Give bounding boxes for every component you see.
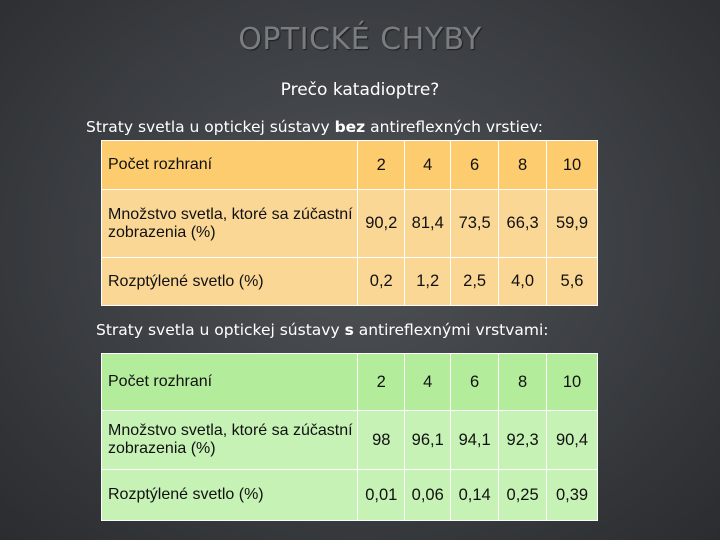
cell-value: 0,25 <box>499 470 547 521</box>
cell-value: 66,3 <box>499 190 547 258</box>
table-row <box>102 141 598 190</box>
cell-value: 2 <box>358 141 405 190</box>
table-row <box>102 354 598 411</box>
cell-value: 4 <box>405 354 451 411</box>
table-row <box>102 190 598 258</box>
cell-value: 6 <box>451 141 499 190</box>
caption-text: antireflexnými vrstvami: <box>353 321 549 339</box>
cell-value: 0,14 <box>451 470 499 521</box>
cell-value: 59,9 <box>547 190 598 258</box>
cell-value: 0,06 <box>405 470 451 521</box>
table-row <box>102 258 598 306</box>
slide-subtitle: Prečo katadioptre? <box>280 80 440 100</box>
cell-value: 5,6 <box>547 258 598 306</box>
cell-value: 4,0 <box>499 258 547 306</box>
caption-with-coating <box>96 321 549 339</box>
row-label: Rozptýlené svetlo (%) <box>102 258 358 306</box>
row-label: Rozptýlené svetlo (%) <box>102 470 358 521</box>
caption-text: antireflexných vrstiev: <box>365 118 543 136</box>
cell-value: 1,2 <box>405 258 451 306</box>
table-row <box>102 470 598 521</box>
caption-emphasis: bez <box>334 118 366 136</box>
row-label: Množstvo svetla, ktoré sa zúčastní zobrazenia (%) <box>102 190 358 258</box>
cell-value: 94,1 <box>451 411 499 470</box>
caption-without-coating <box>86 118 543 136</box>
cell-value: 2,5 <box>451 258 499 306</box>
cell-value: 0,01 <box>358 470 405 521</box>
cell-value: 96,1 <box>405 411 451 470</box>
cell-value: 0,2 <box>358 258 405 306</box>
cell-value: 0,39 <box>547 470 598 521</box>
cell-value: 10 <box>547 141 598 190</box>
slide-title: OPTICKÉ CHYBY <box>238 22 482 57</box>
row-label: Počet rozhraní <box>102 141 358 190</box>
cell-value: 90,4 <box>547 411 598 470</box>
table-without-coating <box>101 140 598 306</box>
cell-value: 8 <box>499 354 547 411</box>
table-row <box>102 411 598 470</box>
cell-value: 90,2 <box>358 190 405 258</box>
cell-value: 81,4 <box>405 190 451 258</box>
cell-value: 6 <box>451 354 499 411</box>
caption-text: Straty svetla u optickej sústavy <box>86 118 335 136</box>
caption-text: Straty svetla u optickej sústavy <box>96 321 345 339</box>
cell-value: 4 <box>405 141 451 190</box>
cell-value: 92,3 <box>499 411 547 470</box>
caption-emphasis: s <box>344 321 354 339</box>
row-label: Množstvo svetla, ktoré sa zúčastní zobrazenia (%) <box>102 411 358 470</box>
table-with-coating <box>101 353 598 521</box>
cell-value: 73,5 <box>451 190 499 258</box>
cell-value: 2 <box>358 354 405 411</box>
cell-value: 98 <box>358 411 405 470</box>
row-label: Počet rozhraní <box>102 354 358 411</box>
cell-value: 8 <box>499 141 547 190</box>
cell-value: 10 <box>547 354 598 411</box>
